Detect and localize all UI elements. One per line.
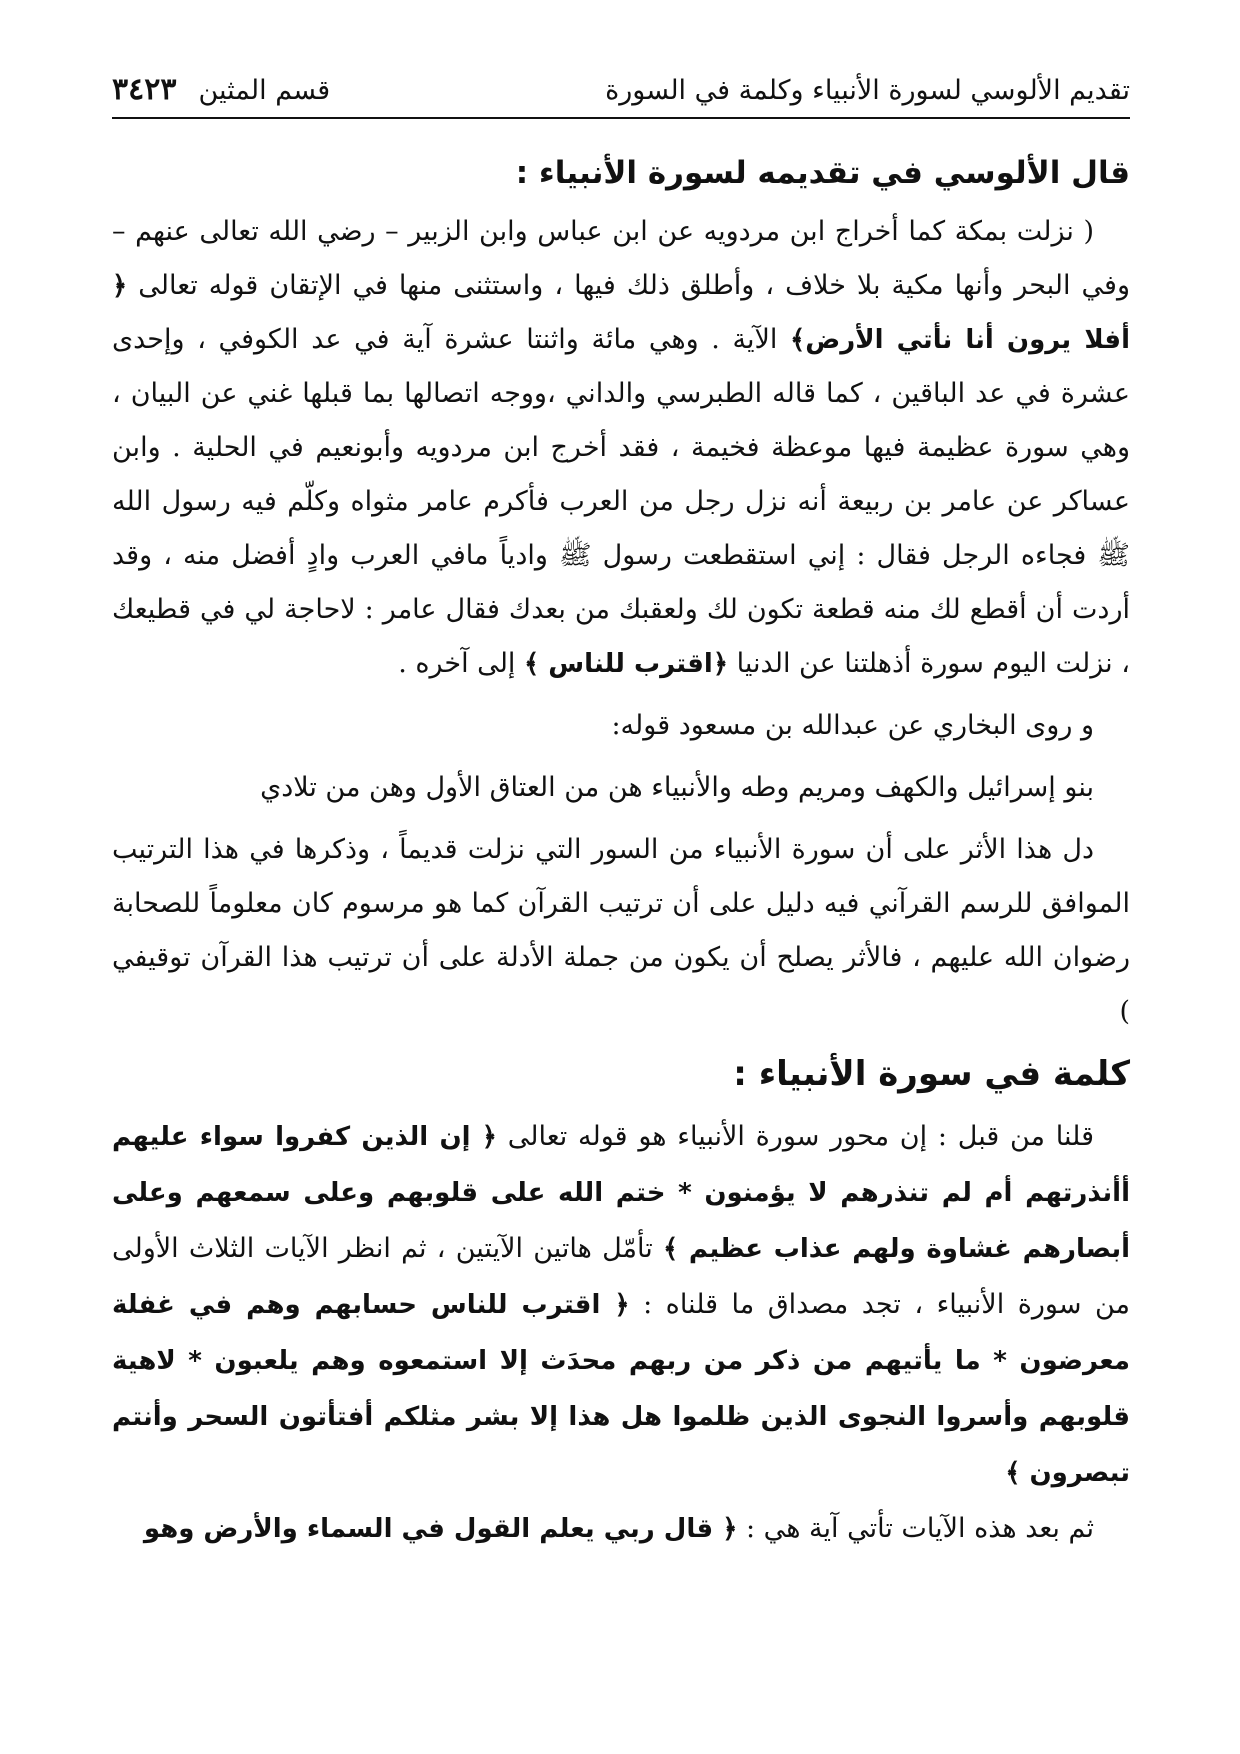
text-run: ( نزلت بمكة كما أخراج ابن مردويه عن ابن عباس وابن الزبير – رضي الله تعالى عنهم – وفي البحر وأنها مكية بلا خلاف ، وأطلق ذلك فيها ، واستثنى منها في الإتقان قوله تعالى bbox=[112, 216, 1130, 301]
text-run: تأمّل هاتين الآيتين ، ثم انظر الآيات الثلاث الأولى من سورة الأنبياء ، تجد مصداق ما قلناه : bbox=[112, 1233, 1130, 1320]
quran-verse: ﴿اقترب للناس ﴾ bbox=[524, 649, 729, 679]
paragraph-athar-commentary: دل هذا الأثر على أن سورة الأنبياء من السور التي نزلت قديماً ، وذكرها في هذا الترتيب الموافق للرسم القرآني فيه دليل على أن ترتيب القرآن كما هو مرسوم كان معلوماً للصحابة رضوان الله عليهم ، فالأثر يصلح أن يكون من جملة الأدلة على أن ترتيب هذا القرآن توقيفي ) bbox=[112, 834, 1130, 1027]
text-run: ثم بعد هذه الآيات تأتي آية هي : bbox=[737, 1513, 1094, 1544]
paragraph-axis bbox=[112, 1109, 1130, 1501]
text-run: قلنا من قبل : إن محور سورة الأنبياء هو قوله تعالى bbox=[497, 1121, 1094, 1152]
quran-verse: ﴿ قال ربي يعلم القول في السماء والأرض وهو bbox=[143, 1514, 738, 1544]
section-heading-alusi: قال الألوسي في تقديمه لسورة الأنبياء : bbox=[515, 155, 1130, 191]
quran-verse: ﴿ اقترب للناس حسابهم وهم في غفلة معرضون * ما يأتيهم من ذكر من ربهم محدَث إلا استمعوه وهم يلعبون * لاهية قلوبهم وأسروا النجوى الذين ظلموا هل هذا إلا بشر مثلكم أفتأتون السحر وأنتم تبصرون ﴾ bbox=[112, 1290, 1130, 1488]
quran-verse: ﴿ أفلا يرون أنا نأتي الأرض﴾ bbox=[112, 271, 1130, 355]
page bbox=[112, 70, 1130, 1557]
text-run: الآية . وهي مائة واثنتا عشرة آية في عد الكوفي ، وإحدى عشرة في عد الباقين ، كما قاله الطبرسي والداني ،ووجه اتصالها بما قبلها غني عن البيان ، وهي سورة عظيمة فيها موعظة فخيمة ، فقد أخرج ابن مردويه وأبونعيم في الحلية . وابن عساكر عن عامر بن ربيعة أنه نزل رجل من العرب فأكرم عامر مثواه وكلّم فيه رسول الله ﷺ فجاءه الرجل فقال : إني استقطعت رسول ﷺ وادياً مافي العرب وادٍ أفضل منه ، وقد أردت أن أقطع لك منه قطعة تكون لك ولعقبك من بعدك فقال عامر : لاحاجة لي في قطيعك ، نزلت اليوم سورة أذهلتنا عن الدنيا bbox=[112, 324, 1130, 679]
quran-verse: ﴿ إن الذين كفروا سواء عليهم أأنذرتهم أم لم تنذرهم لا يؤمنون * ختم الله على قلوبهم وعلى سمعهم وعلى أبصارهم غشاوة ولهم عذاب عظيم ﴾ bbox=[112, 1122, 1131, 1264]
running-header bbox=[112, 70, 1130, 117]
paragraph-alusi-intro bbox=[112, 205, 1130, 691]
section-heading-word: كلمة في سورة الأنبياء : bbox=[733, 1054, 1130, 1094]
header-section: قسم المثين bbox=[198, 75, 331, 106]
page-number: ٣٤٢٣ bbox=[112, 72, 177, 107]
text-run: إلى آخره . bbox=[398, 648, 525, 679]
header-left-group bbox=[112, 70, 330, 111]
header-title: تقديم الألوسي لسورة الأنبياء وكلمة في السورة bbox=[605, 75, 1130, 106]
header-divider bbox=[112, 117, 1130, 119]
paragraph-bukhari-narration: و روى البخاري عن عبدالله بن مسعود قوله: bbox=[611, 710, 1094, 741]
paragraph-ibn-masud-quote: بنو إسرائيل والكهف ومريم وطه والأنبياء هن من العتاق الأول وهن من تلادي bbox=[260, 772, 1094, 803]
paragraph-following-verse bbox=[112, 1501, 1130, 1557]
